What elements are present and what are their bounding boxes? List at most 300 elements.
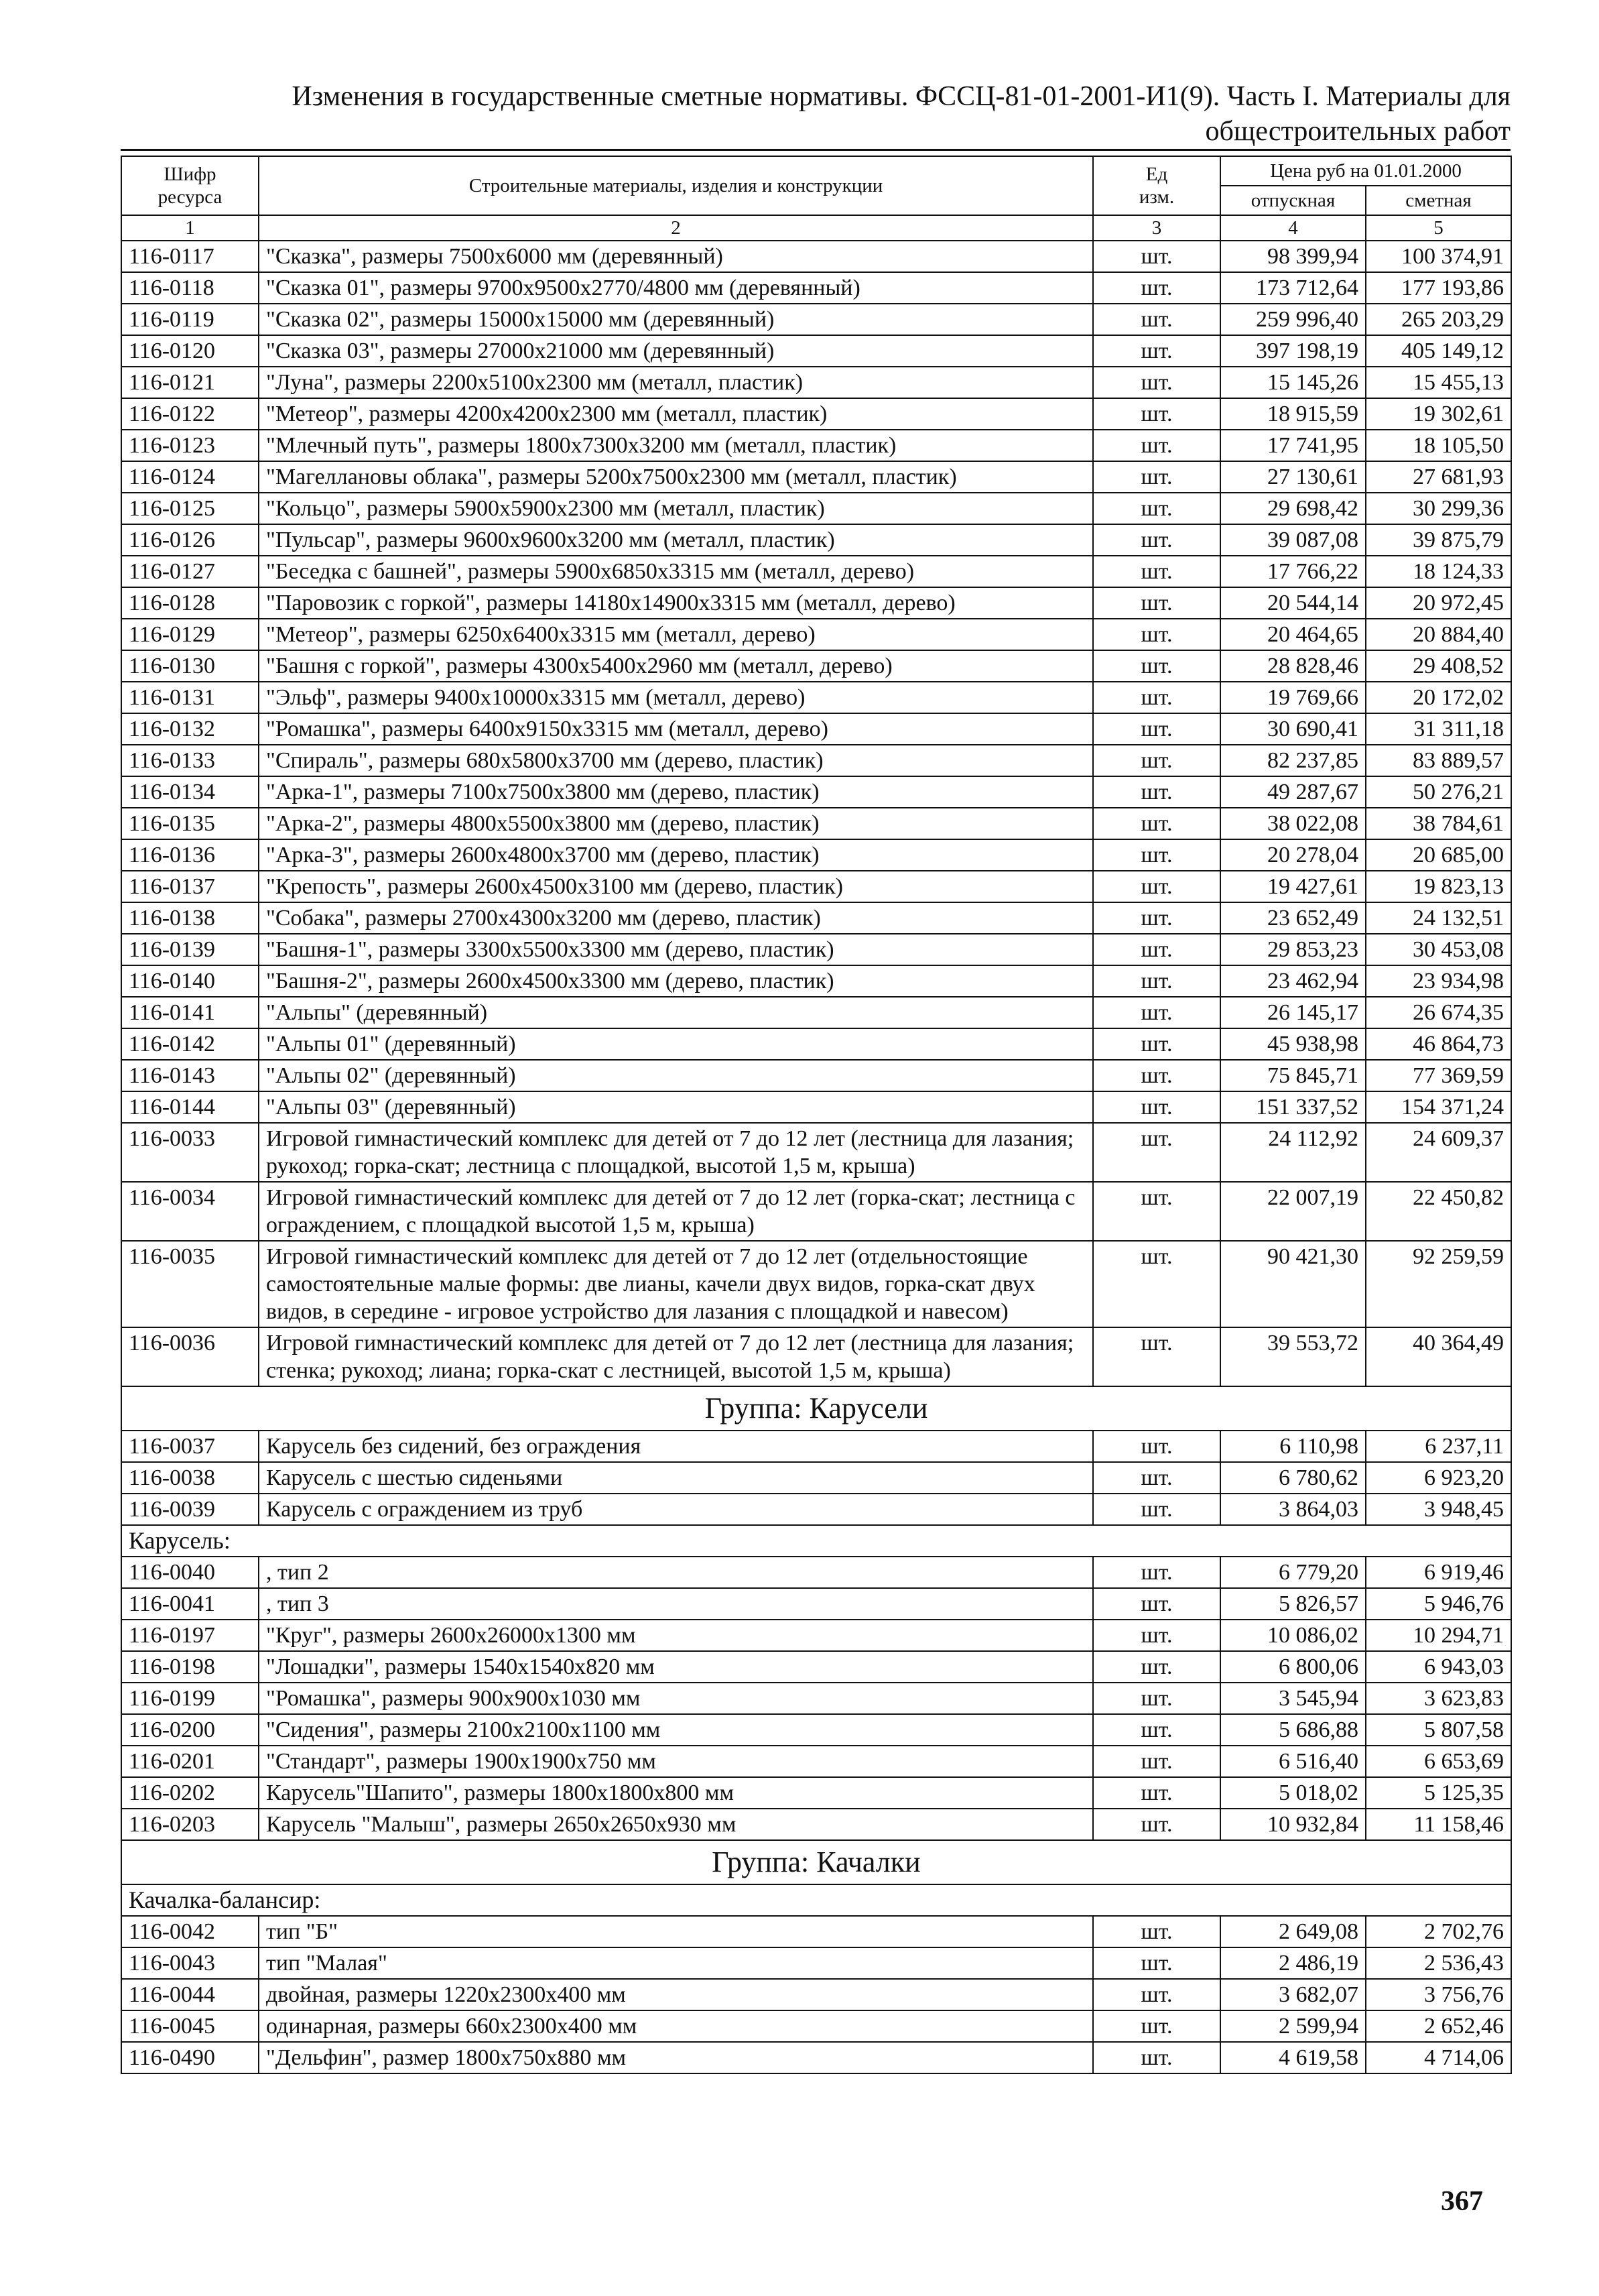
unit-cell: шт. [1093, 1241, 1220, 1327]
code-cell: 116-0135 [121, 808, 259, 839]
unit-cell: шт. [1093, 871, 1220, 902]
group-row [121, 1386, 1511, 1431]
unit-cell: шт. [1093, 1462, 1220, 1494]
code-cell: 116-0127 [121, 556, 259, 587]
price-estimate-cell: 23 934,98 [1366, 965, 1511, 997]
name-cell: "Сказка 03", размеры 27000х21000 мм (деревянный) [259, 335, 1093, 367]
unit-cell: шт. [1093, 1651, 1220, 1683]
code-cell: 116-0121 [121, 367, 259, 398]
price-release-cell: 24 112,92 [1220, 1123, 1366, 1182]
price-estimate-cell: 24 132,51 [1366, 902, 1511, 934]
price-release-cell: 397 198,19 [1220, 335, 1366, 367]
unit-cell: шт. [1093, 241, 1220, 272]
name-cell: "Башня-2", размеры 2600х4500х3300 мм (дерево, пластик) [259, 965, 1093, 997]
code-cell: 116-0139 [121, 934, 259, 965]
price-release-cell: 29 698,42 [1220, 493, 1366, 524]
unit-cell: шт. [1093, 493, 1220, 524]
code-cell: 116-0128 [121, 587, 259, 619]
table-row [121, 808, 1511, 839]
code-cell: 116-0134 [121, 776, 259, 808]
code-cell: 116-0131 [121, 682, 259, 713]
name-cell: тип "Малая" [259, 1947, 1093, 1979]
code-cell: 116-0039 [121, 1494, 259, 1525]
code-cell: 116-0040 [121, 1557, 259, 1588]
price-estimate-cell: 19 823,13 [1366, 871, 1511, 902]
price-estimate-cell: 6 653,69 [1366, 1746, 1511, 1777]
table-row [121, 1091, 1511, 1123]
name-cell: "Сказка 02", размеры 15000х15000 мм (деревянный) [259, 304, 1093, 335]
table-row [121, 430, 1511, 461]
name-cell: тип "Б" [259, 1916, 1093, 1947]
code-cell: 116-0036 [121, 1327, 259, 1386]
name-cell: "Сидения", размеры 2100х2100х1100 мм [259, 1714, 1093, 1746]
unit-cell: шт. [1093, 1091, 1220, 1123]
unit-cell: шт. [1093, 934, 1220, 965]
price-release-cell: 5 826,57 [1220, 1588, 1366, 1620]
price-estimate-cell: 11 158,46 [1366, 1809, 1511, 1840]
price-release-cell: 23 652,49 [1220, 902, 1366, 934]
table-row [121, 1557, 1511, 1588]
header-price-release: отпускная [1220, 186, 1366, 215]
code-cell: 116-0198 [121, 1651, 259, 1683]
price-release-cell: 2 649,08 [1220, 1916, 1366, 1947]
name-cell: "Альпы" (деревянный) [259, 997, 1093, 1028]
code-cell: 116-0038 [121, 1462, 259, 1494]
price-release-cell: 27 130,61 [1220, 461, 1366, 493]
table-row [121, 1182, 1511, 1241]
table-row [121, 1683, 1511, 1714]
name-cell: "Крепость", размеры 2600х4500х3100 мм (дерево, пластик) [259, 871, 1093, 902]
section-rocker-types [121, 1916, 1511, 2073]
price-estimate-cell: 177 193,86 [1366, 272, 1511, 304]
price-estimate-cell: 6 923,20 [1366, 1462, 1511, 1494]
price-release-cell: 18 915,59 [1220, 398, 1366, 430]
unit-cell: шт. [1093, 1327, 1220, 1386]
price-release-cell: 98 399,94 [1220, 241, 1366, 272]
price-release-cell: 22 007,19 [1220, 1182, 1366, 1241]
unit-cell: шт. [1093, 1028, 1220, 1060]
table-row [121, 1431, 1511, 1462]
code-cell: 116-0199 [121, 1683, 259, 1714]
name-cell: Игровой гимнастический комплекс для детей от 7 до 12 лет (лестница для лазания; рукоход; горка-скат; лестница с площадкой, высотой 1,5 м, крыша) [259, 1123, 1093, 1182]
name-cell: "Спираль", размеры 680х5800х3700 мм (дерево, пластик) [259, 745, 1093, 776]
unit-cell: шт. [1093, 682, 1220, 713]
code-cell: 116-0130 [121, 650, 259, 682]
table-row [121, 1060, 1511, 1091]
unit-cell: шт. [1093, 997, 1220, 1028]
name-cell: Игровой гимнастический комплекс для детей от 7 до 12 лет (горка-скат; лестница с ограждением, с площадкой высотой 1,5 м, крыша) [259, 1182, 1093, 1241]
code-cell: 116-0140 [121, 965, 259, 997]
price-release-cell: 151 337,52 [1220, 1091, 1366, 1123]
price-estimate-cell: 92 259,59 [1366, 1241, 1511, 1327]
name-cell: "Сказка", размеры 7500х6000 мм (деревянный) [259, 241, 1093, 272]
code-cell: 116-0138 [121, 902, 259, 934]
table-row [121, 997, 1511, 1028]
table-row [121, 1714, 1511, 1746]
price-estimate-cell: 20 884,40 [1366, 619, 1511, 650]
table-row [121, 650, 1511, 682]
unit-cell: шт. [1093, 839, 1220, 871]
unit-cell: шт. [1093, 1431, 1220, 1462]
code-cell: 116-0117 [121, 241, 259, 272]
code-cell: 116-0143 [121, 1060, 259, 1091]
name-cell: , тип 3 [259, 1588, 1093, 1620]
table-row [121, 556, 1511, 587]
unit-cell: шт. [1093, 1916, 1220, 1947]
unit-cell: шт. [1093, 1683, 1220, 1714]
table-row [121, 619, 1511, 650]
code-cell: 116-0203 [121, 1809, 259, 1840]
price-estimate-cell: 20 972,45 [1366, 587, 1511, 619]
header-name: Строительные материалы, изделия и конструкции [259, 156, 1093, 215]
price-release-cell: 19 427,61 [1220, 871, 1366, 902]
unit-cell: шт. [1093, 1588, 1220, 1620]
price-estimate-cell: 50 276,21 [1366, 776, 1511, 808]
price-release-cell: 5 686,88 [1220, 1714, 1366, 1746]
price-estimate-cell: 30 453,08 [1366, 934, 1511, 965]
unit-cell: шт. [1093, 272, 1220, 304]
price-release-cell: 90 421,30 [1220, 1241, 1366, 1327]
name-cell: "Кольцо", размеры 5900х5900х2300 мм (металл, пластик) [259, 493, 1093, 524]
price-estimate-cell: 5 946,76 [1366, 1588, 1511, 1620]
price-release-cell: 20 278,04 [1220, 839, 1366, 871]
code-cell: 116-0200 [121, 1714, 259, 1746]
header-code: Шифр ресурса [121, 156, 259, 215]
name-cell: "Арка-1", размеры 7100х7500х3800 мм (дерево, пластик) [259, 776, 1093, 808]
table-row [121, 682, 1511, 713]
unit-cell: шт. [1093, 1620, 1220, 1651]
name-cell: одинарная, размеры 660х2300х400 мм [259, 2010, 1093, 2042]
price-estimate-cell: 27 681,93 [1366, 461, 1511, 493]
unit-cell: шт. [1093, 1557, 1220, 1588]
price-release-cell: 4 619,58 [1220, 2042, 1366, 2073]
name-cell: "Беседка с башней", размеры 5900х6850х3315 мм (металл, дерево) [259, 556, 1093, 587]
price-release-cell: 2 599,94 [1220, 2010, 1366, 2042]
price-estimate-cell: 265 203,29 [1366, 304, 1511, 335]
price-release-cell: 17 741,95 [1220, 430, 1366, 461]
table-row [121, 1241, 1511, 1327]
code-cell: 116-0118 [121, 272, 259, 304]
code-cell: 116-0201 [121, 1746, 259, 1777]
table-row [121, 871, 1511, 902]
header-title-line2: общестроительных работ [1205, 116, 1511, 147]
price-release-cell: 29 853,23 [1220, 934, 1366, 965]
price-estimate-cell: 6 237,11 [1366, 1431, 1511, 1462]
header-price-estimate: сметная [1366, 186, 1511, 215]
table-row [121, 839, 1511, 871]
unit-cell: шт. [1093, 335, 1220, 367]
price-release-cell: 23 462,94 [1220, 965, 1366, 997]
name-cell: "Арка-2", размеры 4800х5500х3800 мм (дерево, пластик) [259, 808, 1093, 839]
price-estimate-cell: 10 294,71 [1366, 1620, 1511, 1651]
unit-cell: шт. [1093, 556, 1220, 587]
unit-cell: шт. [1093, 524, 1220, 556]
unit-cell: шт. [1093, 1979, 1220, 2010]
price-release-cell: 6 779,20 [1220, 1557, 1366, 1588]
table-row [121, 241, 1511, 272]
price-release-cell: 6 800,06 [1220, 1651, 1366, 1683]
table-row [121, 461, 1511, 493]
price-estimate-cell: 31 311,18 [1366, 713, 1511, 745]
header-rule [121, 149, 1511, 151]
unit-cell: шт. [1093, 1060, 1220, 1091]
unit-cell: шт. [1093, 1947, 1220, 1979]
table-row [121, 1462, 1511, 1494]
unit-cell: шт. [1093, 902, 1220, 934]
price-estimate-cell: 18 105,50 [1366, 430, 1511, 461]
price-estimate-cell: 18 124,33 [1366, 556, 1511, 587]
code-cell: 116-0037 [121, 1431, 259, 1462]
table-row [121, 934, 1511, 965]
name-cell: "Пульсар", размеры 9600х9600х3200 мм (металл, пластик) [259, 524, 1093, 556]
name-cell: "Сказка 01", размеры 9700х9500х2770/4800 мм (деревянный) [259, 272, 1093, 304]
table-row [121, 1979, 1511, 2010]
name-cell: "Магеллановы облака", размеры 5200х7500х2300 мм (металл, пластик) [259, 461, 1093, 493]
price-release-cell: 10 086,02 [1220, 1620, 1366, 1651]
code-cell: 116-0197 [121, 1620, 259, 1651]
price-estimate-cell: 39 875,79 [1366, 524, 1511, 556]
price-estimate-cell: 2 652,46 [1366, 2010, 1511, 2042]
price-estimate-cell: 77 369,59 [1366, 1060, 1511, 1091]
table-row [121, 1651, 1511, 1683]
table-row [121, 1123, 1511, 1182]
col-number-1: 1 [121, 215, 259, 241]
unit-cell: шт. [1093, 1809, 1220, 1840]
table-row [121, 1494, 1511, 1525]
price-release-cell: 173 712,64 [1220, 272, 1366, 304]
table-row [121, 745, 1511, 776]
table-row [121, 524, 1511, 556]
name-cell: Карусель без сидений, без ограждения [259, 1431, 1093, 1462]
table-row [121, 1947, 1511, 1979]
price-estimate-cell: 405 149,12 [1366, 335, 1511, 367]
price-release-cell: 75 845,71 [1220, 1060, 1366, 1091]
price-release-cell: 19 769,66 [1220, 682, 1366, 713]
name-cell: "Стандарт", размеры 1900х1900х750 мм [259, 1746, 1093, 1777]
price-release-cell: 259 996,40 [1220, 304, 1366, 335]
subheading-row [121, 1884, 1511, 1916]
unit-cell: шт. [1093, 1494, 1220, 1525]
table-row [121, 493, 1511, 524]
code-cell: 116-0042 [121, 1916, 259, 1947]
name-cell: "Паровозик с горкой", размеры 14180х14900х3315 мм (металл, дерево) [259, 587, 1093, 619]
price-release-cell: 45 938,98 [1220, 1028, 1366, 1060]
group-title-carousels: Группа: Карусели [121, 1386, 1511, 1431]
code-cell: 116-0035 [121, 1241, 259, 1327]
price-estimate-cell: 3 756,76 [1366, 1979, 1511, 2010]
name-cell: "Арка-3", размеры 2600х4800х3700 мм (дерево, пластик) [259, 839, 1093, 871]
table-row [121, 1028, 1511, 1060]
section-carousels [121, 1386, 1511, 1431]
price-estimate-cell: 30 299,36 [1366, 493, 1511, 524]
header-unit: Ед изм. [1093, 156, 1220, 215]
price-release-cell: 3 545,94 [1220, 1683, 1366, 1714]
price-estimate-cell: 40 364,49 [1366, 1327, 1511, 1386]
section-carousels-items [121, 1431, 1511, 1525]
name-cell: Карусель"Шапито", размеры 1800х1800х800 мм [259, 1777, 1093, 1809]
name-cell: двойная, размеры 1220х2300х400 мм [259, 1979, 1093, 2010]
code-cell: 116-0122 [121, 398, 259, 430]
code-cell: 116-0123 [121, 430, 259, 461]
code-cell: 116-0133 [121, 745, 259, 776]
table-row [121, 1777, 1511, 1809]
col-number-4: 4 [1220, 215, 1366, 241]
name-cell: "Ромашка", размеры 6400х9150х3315 мм (металл, дерево) [259, 713, 1093, 745]
price-estimate-cell: 15 455,13 [1366, 367, 1511, 398]
price-table [121, 156, 1512, 2074]
price-release-cell: 39 087,08 [1220, 524, 1366, 556]
unit-cell: шт. [1093, 713, 1220, 745]
unit-cell: шт. [1093, 745, 1220, 776]
name-cell: "Метеор", размеры 4200х4200х2300 мм (металл, пластик) [259, 398, 1093, 430]
name-cell: Карусель с шестью сиденьями [259, 1462, 1093, 1494]
price-estimate-cell: 20 685,00 [1366, 839, 1511, 871]
price-release-cell: 49 287,67 [1220, 776, 1366, 808]
price-estimate-cell: 5 125,35 [1366, 1777, 1511, 1809]
page-number: 367 [1441, 2186, 1483, 2217]
subheading-carousel: Карусель: [121, 1525, 1511, 1557]
price-estimate-cell: 29 408,52 [1366, 650, 1511, 682]
price-release-cell: 20 544,14 [1220, 587, 1366, 619]
price-estimate-cell: 19 302,61 [1366, 398, 1511, 430]
price-release-cell: 3 864,03 [1220, 1494, 1366, 1525]
table-row [121, 587, 1511, 619]
price-estimate-cell: 38 784,61 [1366, 808, 1511, 839]
code-cell: 116-0132 [121, 713, 259, 745]
code-cell: 116-0033 [121, 1123, 259, 1182]
unit-cell: шт. [1093, 1714, 1220, 1746]
name-cell: "Лошадки", размеры 1540х1540х820 мм [259, 1651, 1093, 1683]
table-row [121, 1327, 1511, 1386]
table-row [121, 304, 1511, 335]
price-estimate-cell: 24 609,37 [1366, 1123, 1511, 1182]
unit-cell: шт. [1093, 461, 1220, 493]
unit-cell: шт. [1093, 2042, 1220, 2073]
name-cell: "Луна", размеры 2200х5100х2300 мм (металл, пластик) [259, 367, 1093, 398]
price-release-cell: 15 145,26 [1220, 367, 1366, 398]
unit-cell: шт. [1093, 965, 1220, 997]
col-number-2: 2 [259, 215, 1093, 241]
price-release-cell: 10 932,84 [1220, 1809, 1366, 1840]
table-row [121, 367, 1511, 398]
code-cell: 116-0045 [121, 2010, 259, 2042]
table-row [121, 398, 1511, 430]
code-cell: 116-0043 [121, 1947, 259, 1979]
section-carousel-types [121, 1557, 1511, 1840]
name-cell: "Башня-1", размеры 3300х5500х3300 мм (дерево, пластик) [259, 934, 1093, 965]
code-cell: 116-0119 [121, 304, 259, 335]
price-estimate-cell: 100 374,91 [1366, 241, 1511, 272]
code-cell: 116-0490 [121, 2042, 259, 2073]
unit-cell: шт. [1093, 619, 1220, 650]
table-row [121, 965, 1511, 997]
table-row [121, 902, 1511, 934]
price-estimate-cell: 3 623,83 [1366, 1683, 1511, 1714]
table-row [121, 2042, 1511, 2073]
price-release-cell: 2 486,19 [1220, 1947, 1366, 1979]
price-estimate-cell: 46 864,73 [1366, 1028, 1511, 1060]
code-cell: 116-0041 [121, 1588, 259, 1620]
name-cell: Карусель с ограждением из труб [259, 1494, 1093, 1525]
price-estimate-cell: 6 919,46 [1366, 1557, 1511, 1588]
name-cell: Игровой гимнастический комплекс для детей от 7 до 12 лет (отдельностоящие самостоятельные малые формы: две лианы, качели двух видов, горка-скат двух видов, в середине - игровое устройство для лазания с площадкой и навесом) [259, 1241, 1093, 1327]
price-estimate-cell: 26 674,35 [1366, 997, 1511, 1028]
price-release-cell: 82 237,85 [1220, 745, 1366, 776]
name-cell: "Альпы 01" (деревянный) [259, 1028, 1093, 1060]
name-cell: "Собака", размеры 2700х4300х3200 мм (дерево, пластик) [259, 902, 1093, 934]
price-estimate-cell: 2 702,76 [1366, 1916, 1511, 1947]
unit-cell: шт. [1093, 808, 1220, 839]
price-estimate-cell: 5 807,58 [1366, 1714, 1511, 1746]
price-release-cell: 39 553,72 [1220, 1327, 1366, 1386]
table-row [121, 1588, 1511, 1620]
code-cell: 116-0144 [121, 1091, 259, 1123]
code-cell: 116-0141 [121, 997, 259, 1028]
price-release-cell: 6 110,98 [1220, 1431, 1366, 1462]
table-row [121, 272, 1511, 304]
code-cell: 116-0125 [121, 493, 259, 524]
section-playgrounds [121, 241, 1511, 1386]
code-cell: 116-0126 [121, 524, 259, 556]
price-release-cell: 3 682,07 [1220, 1979, 1366, 2010]
unit-cell: шт. [1093, 304, 1220, 335]
name-cell: "Млечный путь", размеры 1800х7300х3200 мм (металл, пластик) [259, 430, 1093, 461]
price-release-cell: 6 516,40 [1220, 1746, 1366, 1777]
document-header [121, 79, 1511, 149]
group-row [121, 1840, 1511, 1884]
table-row [121, 1809, 1511, 1840]
name-cell: "Дельфин", размер 1800х750х880 мм [259, 2042, 1093, 2073]
code-cell: 116-0044 [121, 1979, 259, 2010]
code-cell: 116-0202 [121, 1777, 259, 1809]
price-release-cell: 28 828,46 [1220, 650, 1366, 682]
code-cell: 116-0136 [121, 839, 259, 871]
header-price: Цена руб на 01.01.2000 [1220, 156, 1511, 186]
name-cell: "Эльф", размеры 9400х10000х3315 мм (металл, дерево) [259, 682, 1093, 713]
subheading-rocker: Качалка-балансир: [121, 1884, 1511, 1916]
code-cell: 116-0034 [121, 1182, 259, 1241]
name-cell: Карусель "Малыш", размеры 2650х2650х930 мм [259, 1809, 1093, 1840]
price-release-cell: 26 145,17 [1220, 997, 1366, 1028]
table-row [121, 335, 1511, 367]
price-estimate-cell: 6 943,03 [1366, 1651, 1511, 1683]
code-cell: 116-0142 [121, 1028, 259, 1060]
unit-cell: шт. [1093, 1182, 1220, 1241]
unit-cell: шт. [1093, 650, 1220, 682]
price-estimate-cell: 3 948,45 [1366, 1494, 1511, 1525]
price-release-cell: 30 690,41 [1220, 713, 1366, 745]
unit-cell: шт. [1093, 1777, 1220, 1809]
group-title-rockers: Группа: Качалки [121, 1840, 1511, 1884]
table-row [121, 1620, 1511, 1651]
table-row [121, 1916, 1511, 1947]
table-row [121, 776, 1511, 808]
price-estimate-cell: 154 371,24 [1366, 1091, 1511, 1123]
price-estimate-cell: 20 172,02 [1366, 682, 1511, 713]
table-header-row [121, 156, 1511, 186]
col-number-5: 5 [1366, 215, 1511, 241]
column-number-row [121, 215, 1511, 241]
name-cell: "Круг", размеры 2600х26000х1300 мм [259, 1620, 1093, 1651]
price-release-cell: 6 780,62 [1220, 1462, 1366, 1494]
name-cell: "Ромашка", размеры 900х900х1030 мм [259, 1683, 1093, 1714]
price-estimate-cell: 83 889,57 [1366, 745, 1511, 776]
unit-cell: шт. [1093, 2010, 1220, 2042]
unit-cell: шт. [1093, 430, 1220, 461]
table-row [121, 713, 1511, 745]
code-cell: 116-0137 [121, 871, 259, 902]
unit-cell: шт. [1093, 587, 1220, 619]
